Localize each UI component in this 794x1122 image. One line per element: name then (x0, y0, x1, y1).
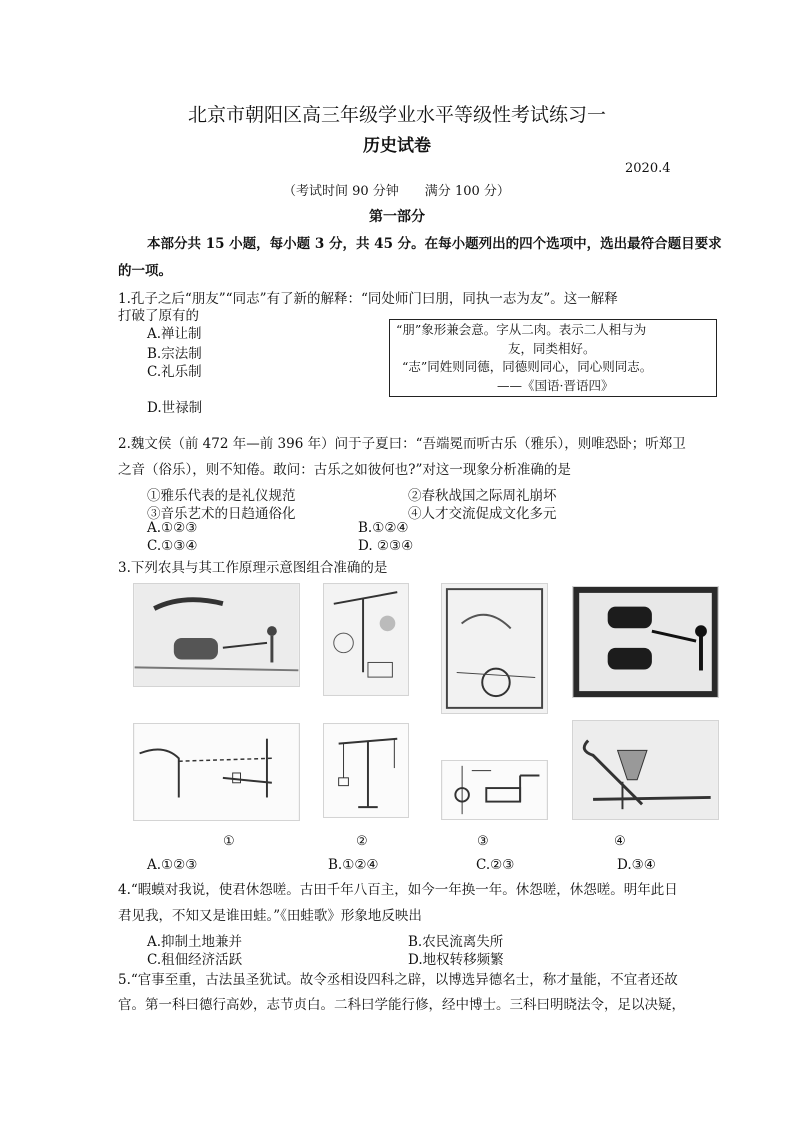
q1-stem-line-2: 打破了原有的 (118, 308, 199, 324)
q3-option-a: A.①②③ (147, 857, 198, 873)
q3-option-c: C.②③ (476, 857, 515, 873)
well-sweep-drawing-image (323, 583, 409, 696)
q4-stem-line-2: 君见我，不知又是谁田蛙。”《田蛙歌》形象地反映出 (118, 908, 422, 924)
paper-subtitle: 历史试卷 (363, 136, 431, 156)
exam-date: 2020.4 (625, 161, 671, 176)
seed-drill-image (572, 720, 719, 820)
image-label-3: ③ (477, 834, 489, 849)
paper-title: 北京市朝阳区高三年级学业水平等级性考试练习一 (187, 104, 606, 126)
q4-option-b: B.农民流离失所 (408, 934, 504, 950)
part-heading: 第一部分 (369, 209, 425, 225)
lever-principle-diagram (323, 723, 409, 818)
image-label-4: ④ (614, 834, 626, 849)
q5-stem-line-2: 官。第一科曰德行高妙，志节贞白。二科曰学能行修，经中博士。三科曰明晓法令，足以决疑， (118, 997, 685, 1013)
q1-option-b: B.宗法制 (147, 346, 202, 362)
q5-stem-line-1: 5.“官事至重，古法虽圣犹试。故令丞相设四科之辟，以博选异德名士，称才量能，不宜者还故 (118, 972, 678, 988)
image-label-2: ② (356, 834, 368, 849)
q1-option-d: D.世禄制 (147, 400, 203, 416)
q2-statement-2: ②春秋战国之际周礼崩坏 (408, 488, 557, 504)
q3-stem: 3.下列农具与其工作原理示意图组合准确的是 (118, 560, 388, 576)
instructions-line-1: 本部分共 15 小题，每小题 3 分，共 45 分。在每小题列出的四个选项中，选出最符合题目要求 (147, 236, 722, 252)
instructions-line-2: 的一项。 (118, 263, 172, 279)
q3-option-d: D.③④ (617, 857, 656, 873)
q1-option-a: A.禅让制 (147, 326, 202, 342)
quote-line-3: “志”同姓则同德，同德则同心，同心则同志。 (402, 359, 653, 374)
q1-stem-line-1: 1.孔子之后“朋友”“同志”有了新的解释：“同处师门曰朋，同执一志为友”。这一解释 (118, 291, 618, 307)
quote-source: ——《国语·晋语四》 (497, 377, 614, 393)
q2-option-d: D. ②③④ (358, 538, 414, 554)
q3-option-b: B.①②④ (328, 857, 379, 873)
q2-option-c: C.①③④ (147, 538, 198, 554)
q4-option-a: A.抑制土地兼并 (147, 934, 243, 950)
q4-option-c: C.租佃经济活跃 (147, 952, 243, 968)
plough-ox-painting-image (133, 583, 300, 687)
waterwheel-drawing-image (441, 583, 548, 714)
q1-quote-box (389, 319, 717, 397)
q2-statement-4: ④人才交流促成文化多元 (408, 506, 557, 522)
plough-principle-diagram (133, 723, 300, 821)
twin-ox-brick-image (572, 586, 719, 698)
q2-option-a: A.①②③ (147, 520, 198, 536)
quote-line-1: “朋”象形兼会意。字从二肉。表示二人相与为 (396, 322, 647, 337)
q2-option-b: B.①②④ (358, 520, 409, 536)
q4-stem-line-1: 4.“暇蟆对我说，使君休怨嗟。古田千年八百主，如今一年换一年。休怨嗟，休怨嗟。明年此日 (118, 882, 678, 898)
q4-option-d: D.地权转移频繁 (408, 952, 504, 968)
exam-info: （考试时间 90 分钟 满分 100 分） (283, 184, 510, 199)
gear-principle-diagram (441, 760, 548, 820)
q2-stem-line-2: 之音（俗乐），则不知倦。敢问：古乐之如彼何也?”对这一现象分析准确的是 (118, 462, 571, 478)
q1-option-c: C.礼乐制 (147, 364, 202, 380)
quote-line-2: 友，同类相好。 (508, 340, 596, 356)
q2-statement-1: ①雅乐代表的是礼仪规范 (147, 488, 296, 504)
q2-stem-line-1: 2.魏文侯（前 472 年—前 396 年）问于子夏曰：“吾端冕而听古乐（雅乐），则唯恐卧；听郑卫 (118, 436, 686, 452)
q2-statement-3: ③音乐艺术的日趋通俗化 (147, 506, 296, 522)
image-label-1: ① (223, 834, 235, 849)
